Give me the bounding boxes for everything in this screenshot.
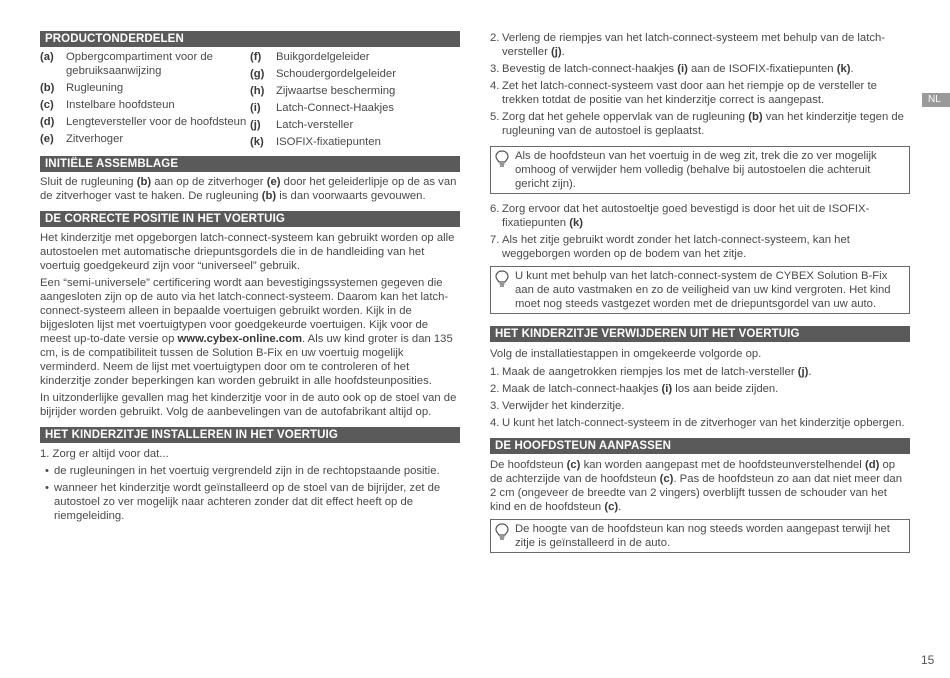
section-heading-position: DE CORRECTE POSITIE IN HET VOERTUIG (40, 211, 460, 227)
language-tab: NL (922, 93, 950, 107)
tip-box: De hoogte van de hoofdsteun kan nog steeds worden aangepast terwijl het zitje is geïnstalleerd in de auto. (490, 519, 910, 553)
parts-list (40, 50, 460, 152)
list-item: (e) Zitverhoger (40, 133, 124, 145)
headrest-text: De hoofdsteun (c) kan worden aangepast met de hoofdsteunverstelhendel (d) op de achterzijde van de hoofdsteun (c). Pas de hoofdsteun zo aan dat niet meer dan 2 cm (ongeveer de breedte van 2 vingers) overblijft tussen de schouder van het kind en de hoofdsteun (c). (490, 459, 902, 513)
list-item: 3. Bevestig de latch-connect-haakjes (i) aan de ISOFIX-fixatiepunten (k). (490, 63, 854, 75)
lightbulb-icon (493, 522, 515, 550)
list-item: (b) Rugleuning (40, 82, 124, 94)
list-item: (i) Latch-Connect-Haakjes (250, 102, 395, 114)
position-paragraph-2: Een “semi-universele” certificering wordt aan bevestigingssystemen gegeven die aangesloten zijn op de auto via het latch-connect-systeem. Daarom kan het latch-connect-systeem alleen in bepaalde voertuigen gebruikt worden. Kijk in de bijgesloten lijst met voertuigtypen voor goedgekeurde voertuigen. Kijk voor de meest up-to-date versie op www.cybex-online.com. Als uw kind groter is dan 135 cm, is de compatibiliteit tussen de Solution B-Fix en uw voertuig mogelijk verminderd. Neem de lijst met voertuigtypen door om te controleren of het kinderzitje zonder beperkingen kan worden gebruikt in alle hoofdsteunposities. (40, 277, 453, 387)
lightbulb-icon (493, 149, 515, 191)
bullet-icon: • (45, 482, 49, 494)
list-item: 2. Verleng de riempjes van het latch-connect-systeem met behulp van de latch-versteller (j). (490, 32, 886, 58)
list-item: (a) Opbergcompartiment voor de gebruiksaanwijzing (40, 51, 213, 77)
list-item: 3. Verwijder het kinderzitje. (490, 400, 625, 412)
list-item: 7. Als het zitje gebruikt wordt zonder het latch-connect-systeem, kan het weggeborgen worden op de bodem van het zitje. (490, 234, 850, 260)
parts-column-1 (40, 50, 250, 152)
bullet-icon: • (45, 465, 49, 477)
position-paragraph-3: In uitzonderlijke gevallen mag het kinderzitje voor in de auto ook op de stoel van de bijrijder worden gebruikt. Volg de aanbevelingen van de autofabrikant altijd op. (40, 392, 457, 418)
right-column (490, 0, 910, 553)
list-item: 6. Zorg ervoor dat het autostoeltje goed bevestigd is door het uit de ISOFIX-fixatiepunten (k) (490, 203, 870, 229)
remove-intro: Volg de installatiestappen in omgekeerde volgorde op. (490, 348, 762, 360)
list-item: (d) Lengteversteller voor de hoofdsteun (40, 116, 247, 128)
position-paragraph-1: Het kinderzitje met opgeborgen latch-connect-systeem kan gebruikt worden op alle autostoelen met automatische driepuntsgordels die in de handleiding van het voertuig goedgekeurd zijn voor “universeel” gebruik. (40, 232, 455, 272)
list-item: 4. U kunt het latch-connect-systeem in de zitverhoger van het kinderzitje opbergen. (490, 417, 905, 429)
section-heading-install: HET KINDERZITJE INSTALLEREN IN HET VOERTUIG (40, 427, 460, 443)
lightbulb-icon (493, 269, 515, 311)
section-heading-remove: HET KINDERZITJE VERWIJDEREN UIT HET VOERTUIG (490, 326, 910, 342)
list-item: (h) Zijwaartse bescherming (250, 85, 396, 97)
list-item: • de rugleuningen in het voertuig vergrendeld zijn in de rechtopstaande positie. (40, 464, 460, 478)
list-item: (c) Instelbare hoofdsteun (40, 99, 175, 111)
list-item: (k) ISOFIX-fixatiepunten (250, 136, 381, 148)
section-heading-headrest: DE HOOFDSTEUN AANPASSEN (490, 438, 910, 454)
parts-column-2 (250, 50, 460, 152)
list-item: 5. Zorg dat het gehele oppervlak van de rugleuning (b) van het kinderzitje tegen de rugleuning van de autostoel is geplaatst. (490, 111, 904, 137)
page-number: 15 (921, 653, 935, 667)
tip-box: Als de hoofdsteun van het voertuig in de weg zit, trek die zo ver mogelijk omhoog of verwijder hem volledig (behalve bij autostoelen die achteruit gericht zijn). (490, 146, 910, 194)
list-item: 2. Maak de latch-connect-haakjes (i) los aan beide zijden. (490, 383, 779, 395)
assembly-text: Sluit de rugleuning (b) aan op de zitverhoger (e) door het geleiderlipje op de as van de zitverhoger vast te haken. De rugleuning (b) is dan voorwaarts gevouwen. (40, 176, 457, 202)
tip-box: U kunt met behulp van het latch-connect-system de CYBEX Solution B-Fix aan de auto vastmaken en zo de veiligheid van uw kind vergroten. Het kind moet nog steeds vastgezet worden met de driepuntsgordel van uw auto. (490, 266, 910, 314)
left-column (40, 0, 460, 523)
list-item: 1. Maak de aangetrokken riempjes los met de latch-versteller (j). (490, 366, 812, 378)
install-steps-continued (490, 31, 910, 138)
section-heading-parts: PRODUCTONDERDELEN (40, 31, 460, 47)
website-link: www.cybex-online.com (177, 333, 303, 345)
install-steps-more (490, 202, 910, 261)
list-item: (j) Latch-versteller (250, 119, 354, 131)
list-item: 4. Zet het latch-connect-systeem vast door aan het riempje op de versteller te trekken totdat de positie van het kinderzitje correct is aangepast. (490, 80, 877, 106)
install-step-1: 1. Zorg er altijd voor dat... (40, 448, 169, 460)
list-item: (g) Schoudergordelgeleider (250, 68, 396, 80)
list-item: (f) Buikgordelgeleider (250, 51, 370, 63)
section-heading-assembly: INITIËLE ASSEMBLAGE (40, 156, 460, 172)
list-item: • wanneer het kinderzitje wordt geïnstalleerd op de stoel van de bijrijder, zet de autostoel zo ver mogelijk naar achteren zonder dat dit effect heeft op de riemgeleiding. (40, 481, 460, 523)
